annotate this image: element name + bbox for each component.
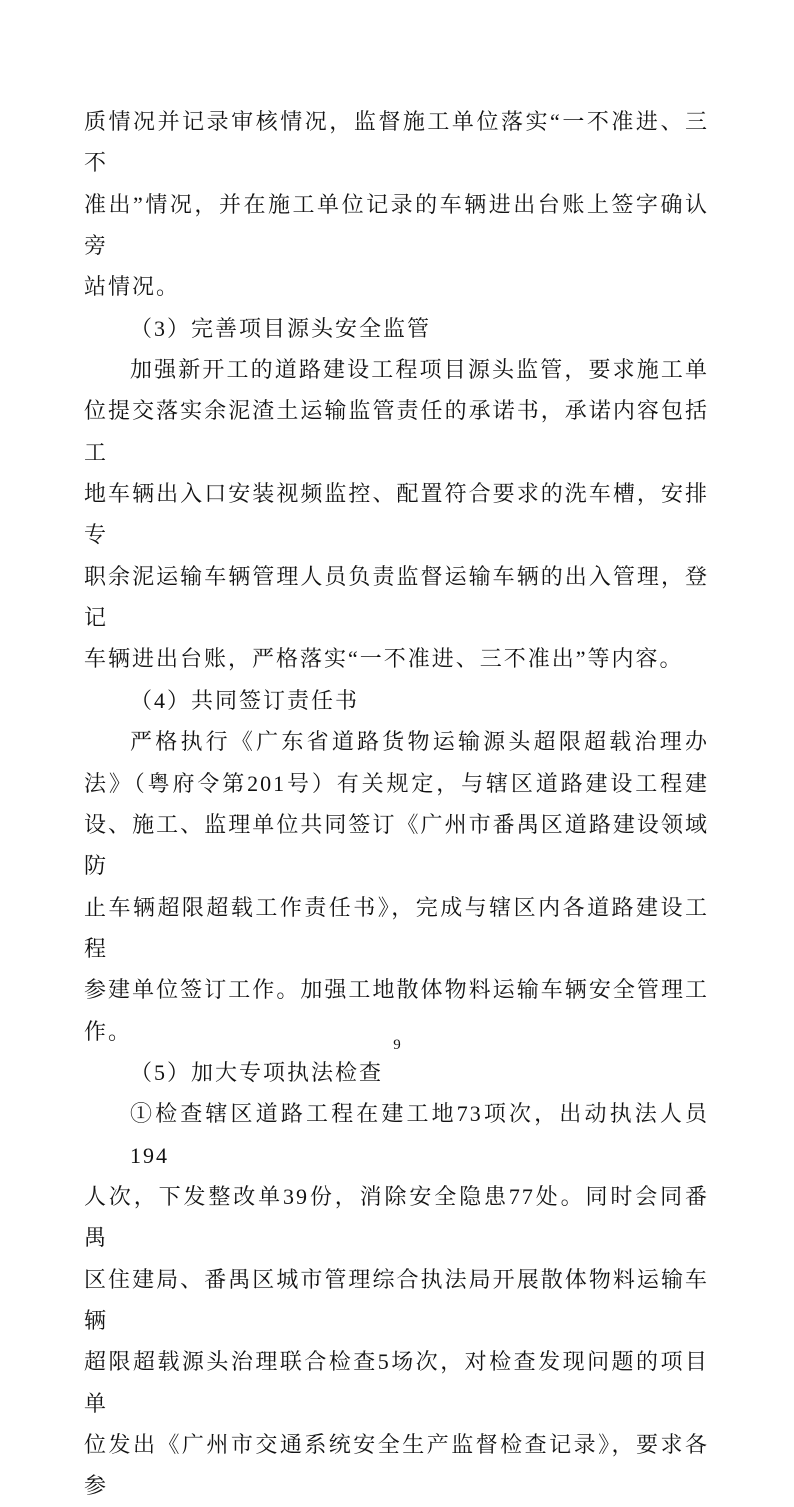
text-line: 设、施工、监理单位共同签订《广州市番禺区道路建设领域防 [84,811,709,879]
text-line: 位提交落实余泥渣土运输监管责任的承诺书，承诺内容包括工 [84,398,709,465]
page-number: 9 [393,1037,401,1053]
text-line: 区住建局、番禺区城市管理综合执法局开展散体物料运输车辆 [84,1266,709,1333]
text-line: 站情况。 [84,274,181,300]
text-line: 法》（粤府令第201号）有关规定，与辖区道路建设工程建 [84,770,709,796]
text-line: 严格执行《广东省道路货物运输源头超限超载治理办 [130,729,709,755]
text-line: 地车辆出入口安装视频监控、配置符合要求的洗车槽，安排专 [84,481,709,548]
text-line: 位发出《广州市交通系统安全生产监督检查记录》，要求各参 [84,1432,709,1499]
document-body [84,101,709,1507]
text-line: 人次，下发整改单39份，消除安全隐患77处。同时会同番禺 [84,1183,709,1251]
text-line: 加强新开工的道路建设工程项目源头监管，要求施工单 [130,357,709,383]
text-line: 车辆进出台账，严格落实“一不准进、三不准出”等内容。 [84,646,684,672]
text-line: 作。 [84,1018,133,1044]
text-line: 参建单位签订工作。加强工地散体物料运输车辆安全管理工 [84,977,709,1003]
section-heading: （4）共同签订责任书 [130,687,360,713]
section-heading: （3）完善项目源头安全监管 [130,315,432,341]
text-line: 职余泥运输车辆管理人员负责监督运输车辆的出入管理，登记 [84,563,709,631]
text-line: ①检查辖区道路工程在建工地73项次，出动执法人员194 [130,1101,709,1168]
page-footer [0,1036,794,1054]
text-line: 准出”情况，并在施工单位记录的车辆进出台账上签字确认旁 [84,191,709,259]
text-line: 超限超载源头治理联合检查5场次，对检查发现问题的项目单 [84,1349,709,1416]
text-line: 质情况并记录审核情况，监督施工单位落实“一不准进、三不 [84,109,709,176]
text-line: 止车辆超限超载工作责任书》，完成与辖区内各道路建设工程 [84,894,709,961]
section-heading: （5）加大专项执法检查 [130,1059,384,1085]
